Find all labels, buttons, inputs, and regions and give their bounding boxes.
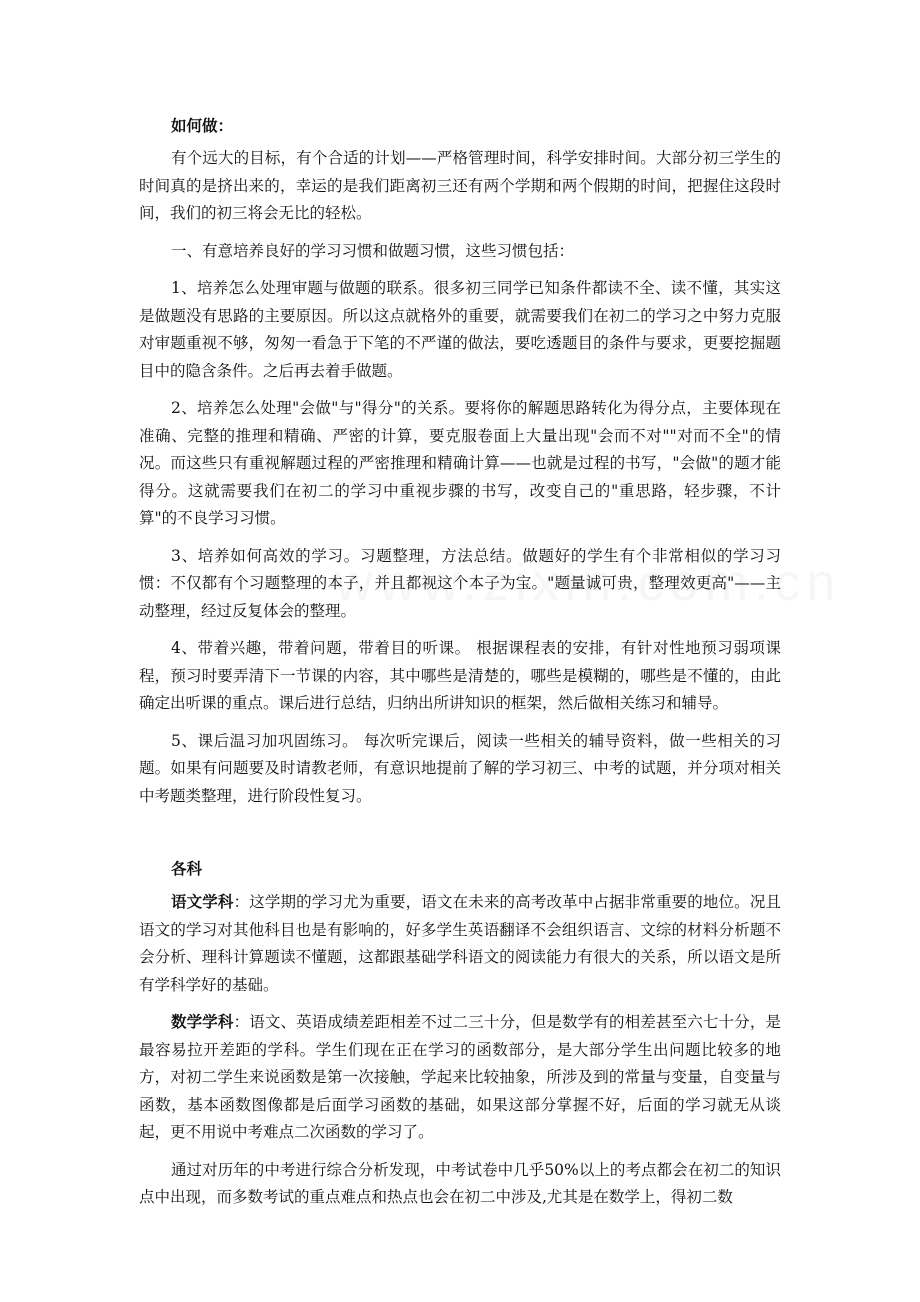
section-heading-subjects: 各科 — [171, 861, 203, 878]
math-label: 数学学科 — [171, 1014, 234, 1031]
habit-item-4: 4、带着兴趣，带着问题，带着目的听课。 根据课程表的安排，有针对性地预习弱项课程，预习时要弄清下一节课的内容，其中哪些是清楚的，哪些是模糊的，哪些是不懂的，由此确定出听课的重点。课后进行总结，归纳出所讲知识的框架，然后做相关练习和辅导。 — [139, 639, 781, 712]
analysis-paragraph: 通过对历年的中考进行综合分析发现，中考试卷中几乎50%以上的考点都会在初二的知识点中出现，而多数考试的重点难点和热点也会在初二中涉及,尤其是在数学上，得初二数 — [139, 1160, 781, 1206]
document-body — [139, 113, 781, 1222]
math-paragraph — [139, 1009, 781, 1147]
intro-paragraph: 有个远大的目标，有个合适的计划——严格管理时间，科学安排时间。大部分初三学生的时间真的是挤出来的，幸运的是我们距离初三还有两个学期和两个假期的时间，把握住这段时间，我们的初三将会无比的轻松。 — [139, 149, 781, 222]
chinese-label: 语文学科 — [171, 894, 234, 911]
habit-item-1: 1、培养怎么处理审题与做题的联系。很多初三同学已知条件都读不全、读不懂，其实这是做题没有思路的主要原因。所以这点就格外的重要，就需要我们在初二的学习之中努力克服对审题重视不够，匆匆一看急于下笔的不严谨的做法，要吃透题目的条件与要求，更要挖掘题目中的隐含条件。之后再去着手做题。 — [139, 279, 781, 380]
section-heading-how: 如何做： — [171, 118, 234, 135]
habit-item-2: 2、培养怎么处理"会做"与"得分"的关系。要将你的解题思路转化为得分点，主要体现在准确、完整的推理和精确、严密的计算，要克服卷面上大量出现"会而不对""对而不全"的情况。而这些只有重视解题过程的严密推理和精确计算——也就是过程的书写，"会做"的题才能得分。这就需要我们在初二的学习中重视步骤的书写，改变自己的"重思路，轻步骤，不计算"的不良学习习惯。 — [139, 399, 781, 527]
chinese-text: ：这学期的学习尤为重要，语文在未来的高考改革中占据非常重要的地位。况且语文的学习对其他科目也是有影响的，好多学生英语翻译不会组织语言、文综的材料分析题不会分析、理科计算题读不懂题，这都跟基础学科语文的阅读能力有很大的关系，所以语文是所有学科学好的基础。 — [139, 893, 781, 994]
math-text: ：语文、英语成绩差距相差不过二三十分，但是数学有的相差甚至六七十分，是最容易拉开差距的学科。学生们现在正在学习的函数部分，是大部分学生出问题比较多的地方，对初二学生来说函数是第一次接触，学起来比较抽象，所涉及到的常量与变量，自变量与函数，基本函数图像都是后面学习函数的基础，如果这部分掌握不好，后面的学习就无从谈起，更不用说中考难点二次函数的学习了。 — [139, 1013, 781, 1141]
chinese-paragraph — [139, 889, 781, 999]
habits-title: 一、有意培养良好的学习习惯和做题习惯，这些习惯包括： — [171, 241, 575, 260]
habit-item-3: 3、培养如何高效的学习。习题整理，方法总结。做题好的学生有个非常相似的学习习惯：不仅都有个习题整理的本子，并且都视这个本子为宝。"题量诚可贵，整理效更高"——主动整理，经过反复体会的整理。 — [139, 546, 781, 620]
habit-item-5: 5、课后温习加巩固练习。 每次听完课后，阅读一些相关的辅导资料，做一些相关的习题。如果有问题要及时请教老师，有意识地提前了解的学习初三、中考的试题，并分项对相关中考题类整理，进行阶段性复习。 — [139, 731, 781, 805]
